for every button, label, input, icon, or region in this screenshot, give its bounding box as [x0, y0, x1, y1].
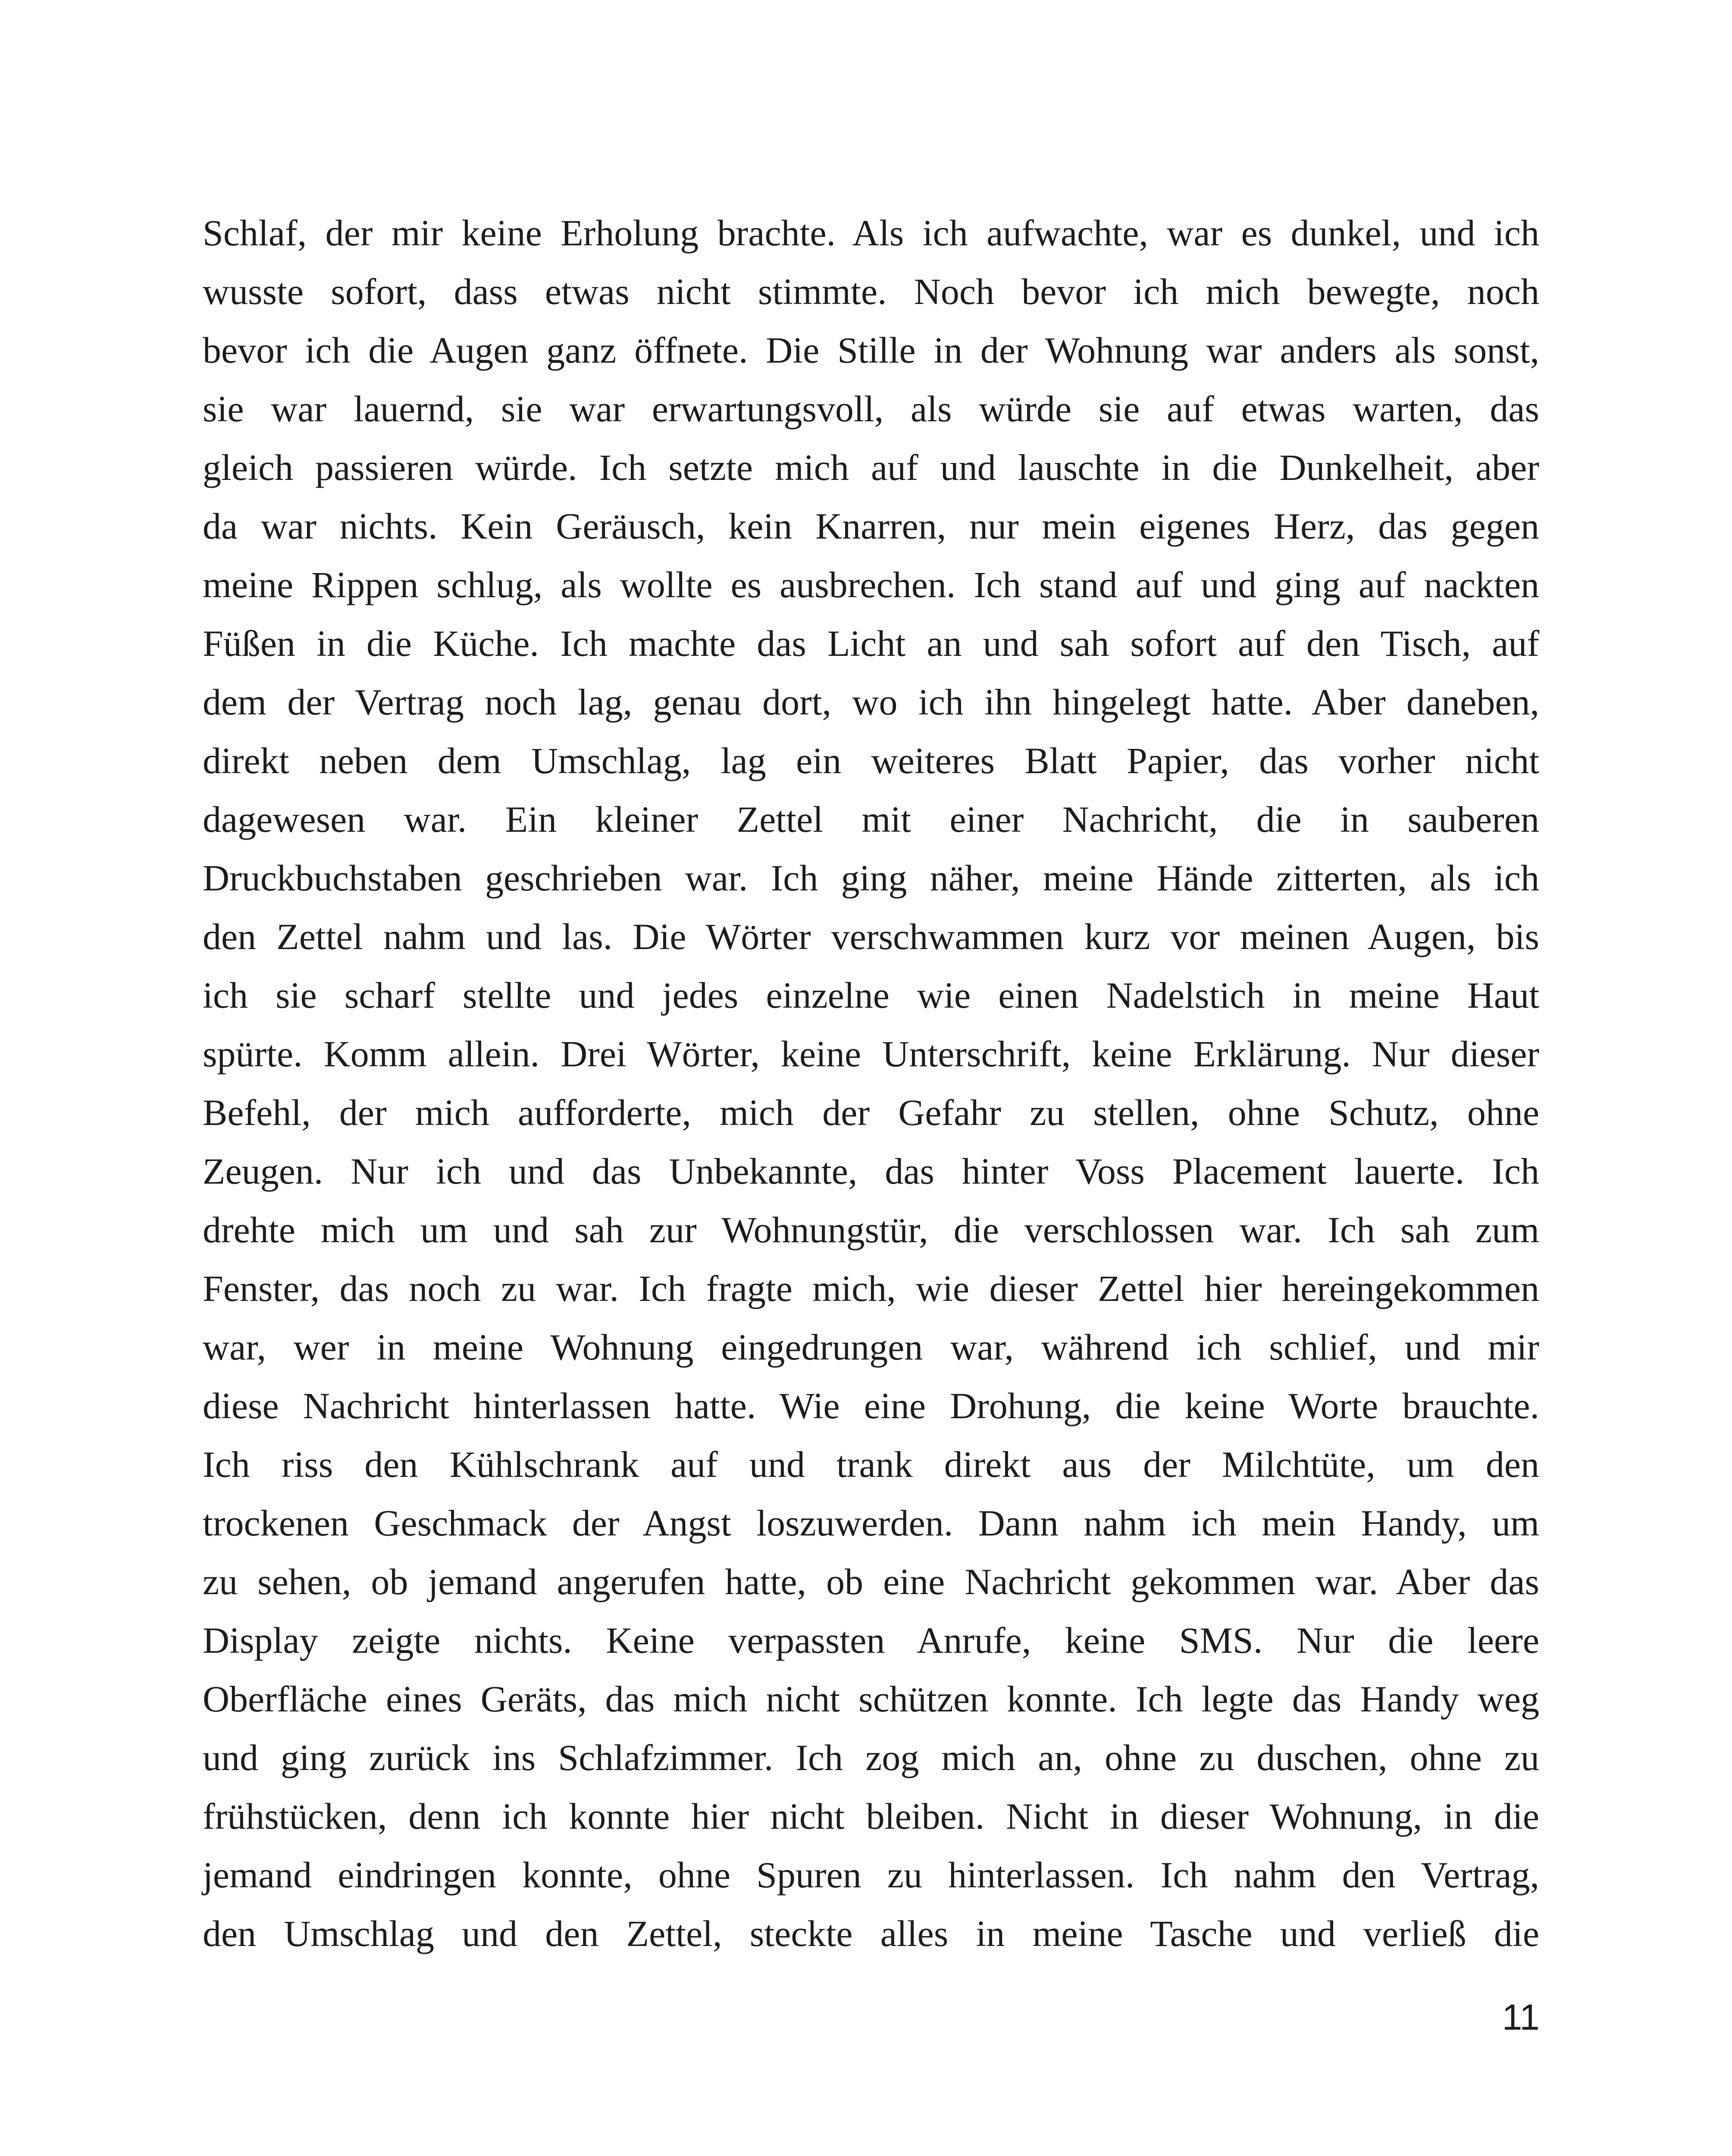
- text-line-2: wusste sofort, dass etwas nicht stimmte. Noch bevor ich mich bewegte, noch: [203, 271, 1539, 312]
- text-line-9: dem der Vertrag noch lag, genau dort, wo ich ihn hingelegt hatte. Aber daneben,: [203, 681, 1539, 723]
- text-line-13: den Zettel nahm und las. Die Wörter verschwammen kurz vor meinen Augen, bis: [203, 916, 1539, 957]
- body-text: [203, 204, 1539, 1963]
- text-line-21: diese Nachricht hinterlassen hatte. Wie eine Drohung, die keine Worte brauchte.: [203, 1385, 1539, 1426]
- text-line-23: trockenen Geschmack der Angst loszuwerden. Dann nahm ich mein Handy, um: [203, 1502, 1539, 1544]
- text-line-20: war, wer in meine Wohnung eingedrungen war, während ich schlief, und mir: [203, 1326, 1539, 1368]
- text-line-3: bevor ich die Augen ganz öffnete. Die Stille in der Wohnung war anders als sonst,: [203, 329, 1539, 371]
- text-line-1: Schlaf, der mir keine Erholung brachte. Als ich aufwachte, war es dunkel, und ich: [203, 212, 1539, 254]
- text-line-29: jemand eindringen konnte, ohne Spuren zu hinterlassen. Ich nahm den Vertrag,: [203, 1854, 1539, 1896]
- text-line-22: Ich riss den Kühlschrank auf und trank direkt aus der Milchtüte, um den: [203, 1444, 1539, 1485]
- text-line-24: zu sehen, ob jemand angerufen hatte, ob eine Nachricht gekommen war. Aber das: [203, 1561, 1539, 1602]
- text-line-15: spürte. Komm allein. Drei Wörter, keine Unterschrift, keine Erklärung. Nur dieser: [203, 1033, 1539, 1075]
- text-line-4: sie war lauernd, sie war erwartungsvoll, als würde sie auf etwas warten, das: [203, 388, 1539, 429]
- text-line-7: meine Rippen schlug, als wollte es ausbrechen. Ich stand auf und ging auf nackten: [203, 564, 1539, 605]
- text-line-27: und ging zurück ins Schlafzimmer. Ich zog mich an, ohne zu duschen, ohne zu: [203, 1737, 1539, 1778]
- text-line-30: den Umschlag und den Zettel, steckte alles in meine Tasche und verließ die: [203, 1913, 1539, 1954]
- text-line-10: direkt neben dem Umschlag, lag ein weiteres Blatt Papier, das vorher nicht: [203, 740, 1539, 781]
- text-line-26: Oberfläche eines Geräts, das mich nicht schützen konnte. Ich legte das Handy weg: [203, 1678, 1539, 1720]
- page-number: 11: [1502, 1997, 1540, 2037]
- text-line-12: Druckbuchstaben geschrieben war. Ich ging näher, meine Hände zitterten, als ich: [203, 857, 1539, 899]
- text-line-14: ich sie scharf stellte und jedes einzelne wie einen Nadelstich in meine Haut: [203, 975, 1539, 1016]
- text-line-25: Display zeigte nichts. Keine verpassten Anrufe, keine SMS. Nur die leere: [203, 1620, 1539, 1661]
- text-line-8: Füßen in die Küche. Ich machte das Licht an und sah sofort auf den Tisch, auf: [203, 623, 1539, 664]
- text-line-17: Zeugen. Nur ich und das Unbekannte, das hinter Voss Placement lauerte. Ich: [203, 1150, 1539, 1192]
- text-line-19: Fenster, das noch zu war. Ich fragte mich, wie dieser Zettel hier hereingekommen: [203, 1268, 1539, 1309]
- text-line-28: frühstücken, denn ich konnte hier nicht bleiben. Nicht in dieser Wohnung, in die: [203, 1796, 1539, 1837]
- text-line-16: Befehl, der mich aufforderte, mich der Gefahr zu stellen, ohne Schutz, ohne: [203, 1092, 1539, 1133]
- text-line-18: drehte mich um und sah zur Wohnungstür, die verschlossen war. Ich sah zum: [203, 1209, 1539, 1250]
- text-line-6: da war nichts. Kein Geräusch, kein Knarren, nur mein eigenes Herz, das gegen: [203, 505, 1539, 547]
- text-line-5: gleich passieren würde. Ich setzte mich auf und lauschte in die Dunkelheit, aber: [203, 447, 1539, 488]
- text-line-11: dagewesen war. Ein kleiner Zettel mit einer Nachricht, die in sauberen: [203, 799, 1539, 840]
